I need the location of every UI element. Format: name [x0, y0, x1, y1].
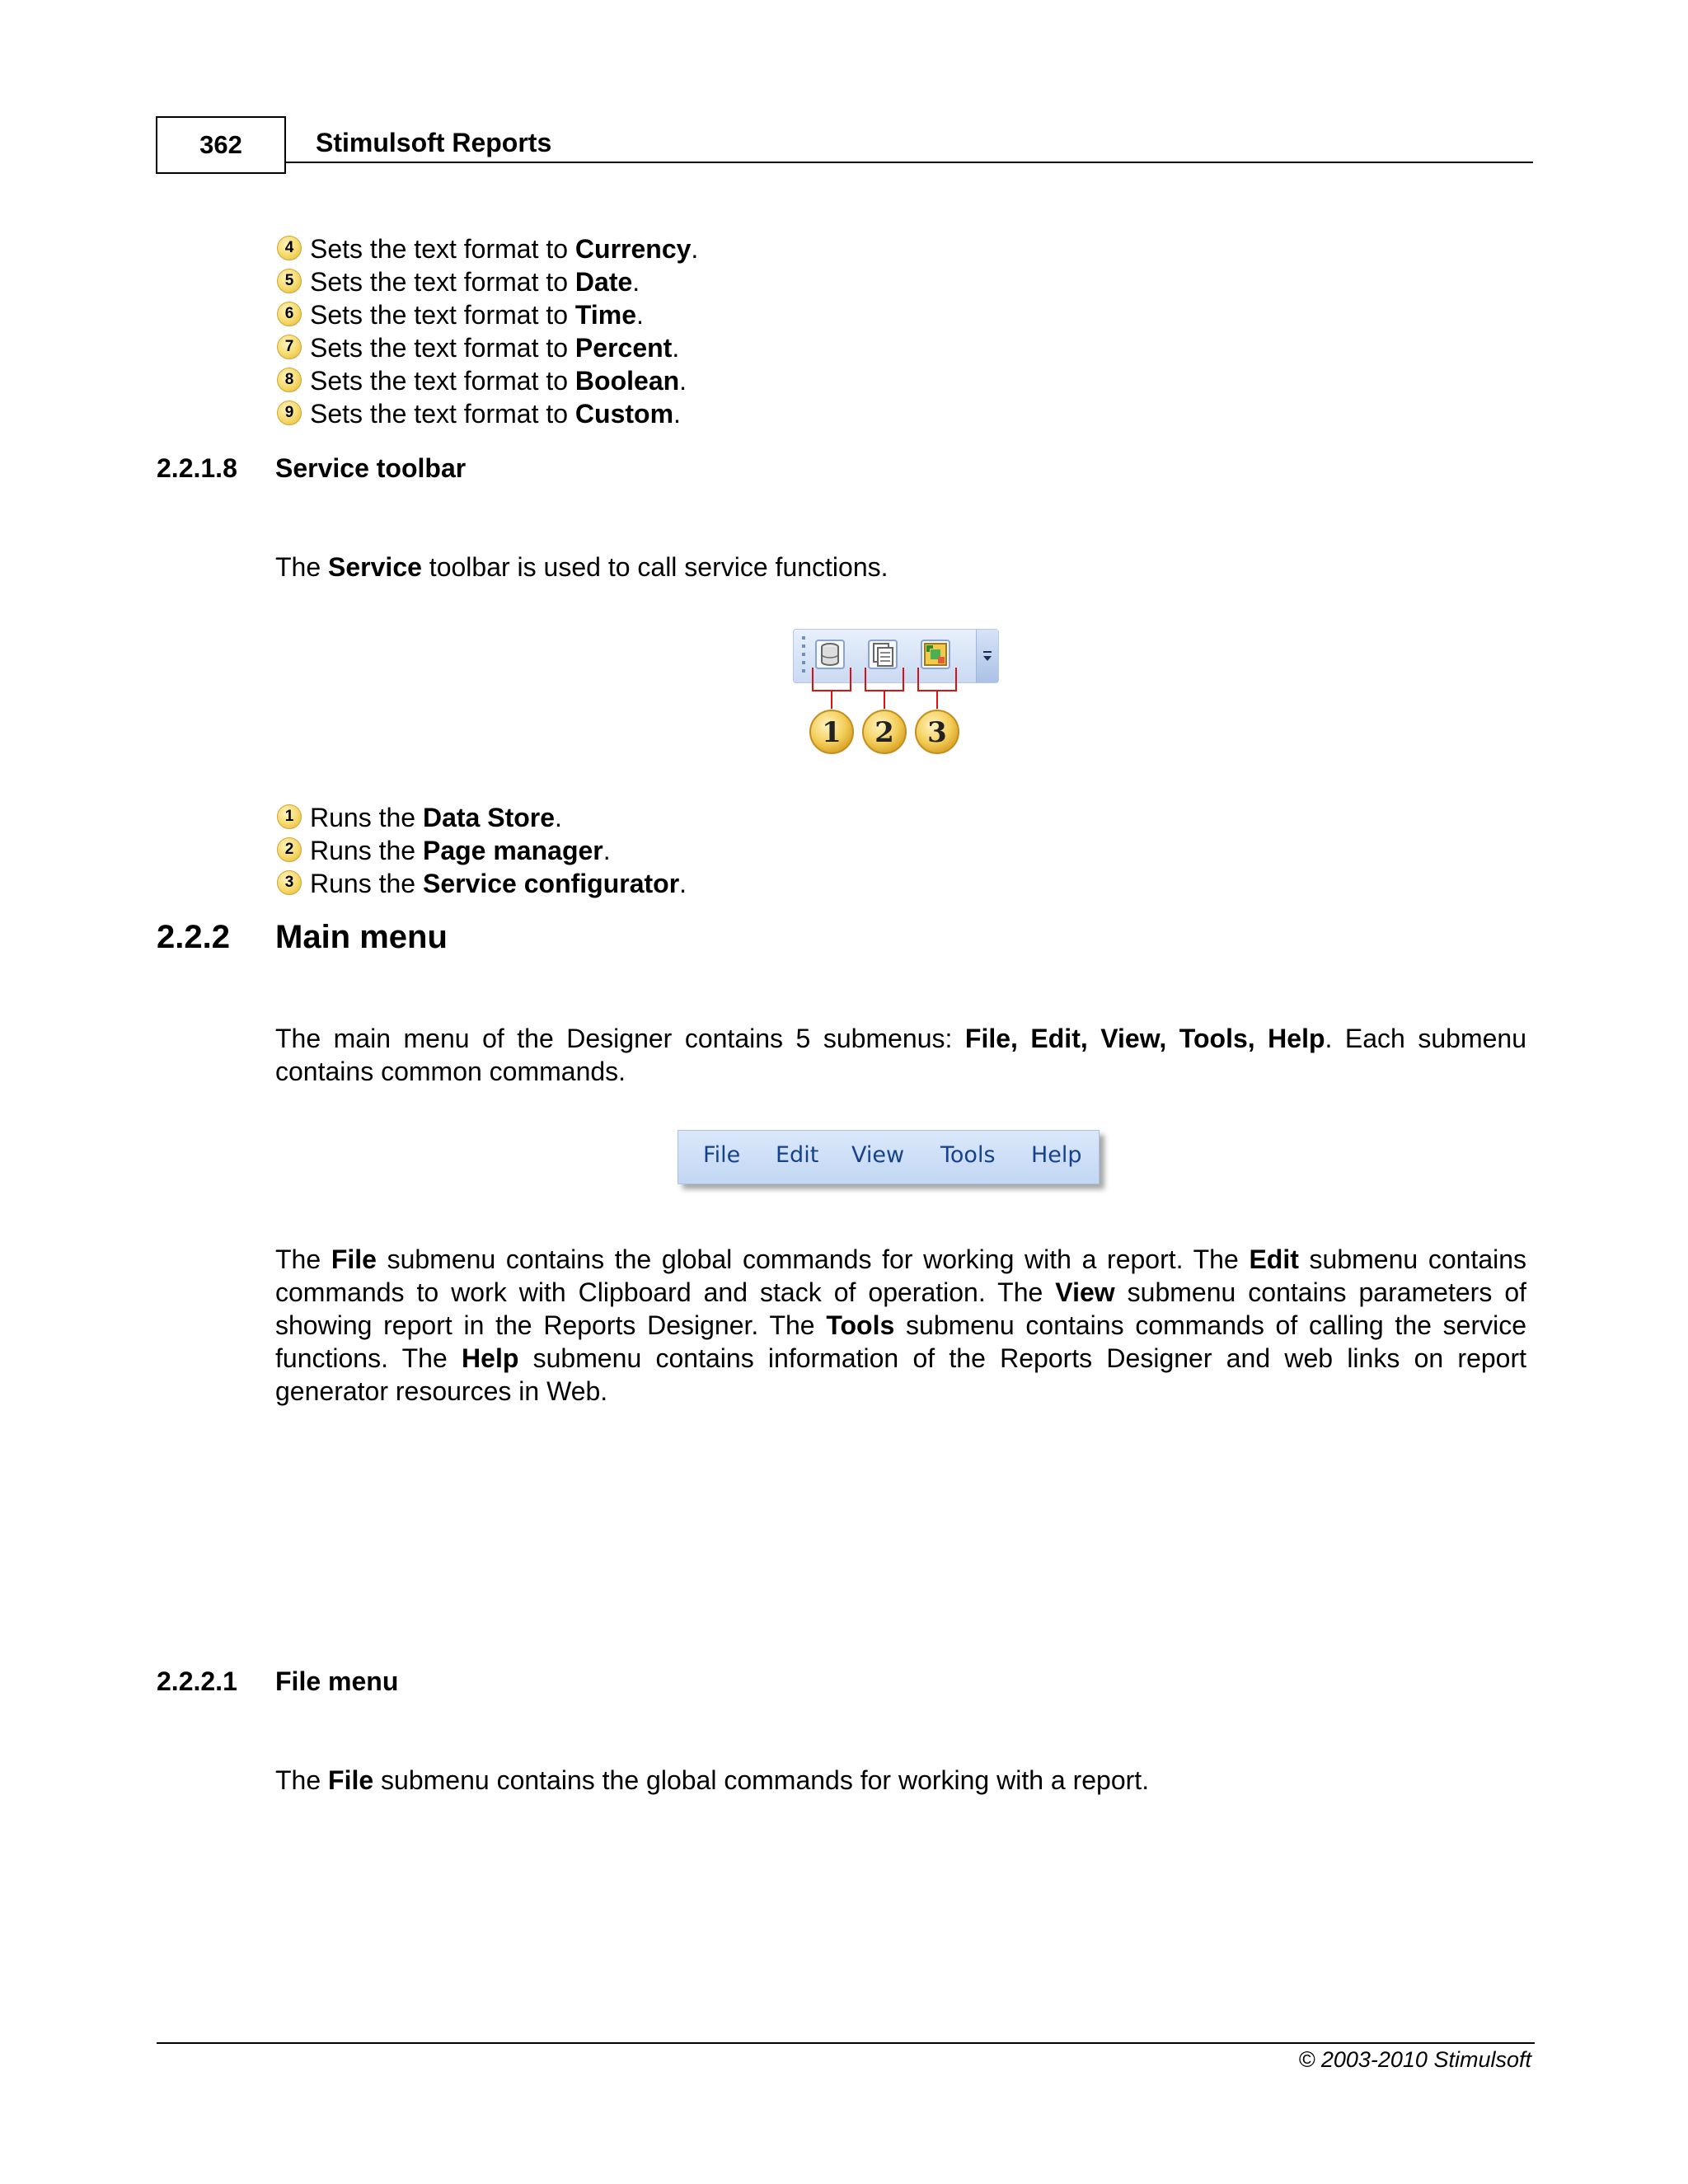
list-item: Runs the Data Store. — [310, 803, 562, 832]
footer-copyright: © 2003-2010 Stimulsoft — [1298, 2047, 1531, 2072]
service-configurator-icon — [919, 638, 952, 671]
callout-badge-4: 4 — [277, 236, 302, 260]
callout-badge-6: 6 — [277, 302, 302, 326]
service-intro: The Service toolbar is used to call service functions. — [275, 552, 889, 582]
main-menu-description: The File submenu contains the global commands for working with a report. The Edit submenu contains commands to work with Clipboard and stack of operation. The View submenu contains parameters of showing report in the Reports Designer. The Tools submenu contains commands of calling the service functions. The Help submenu contains information of the Reports Designer and web links on report generator resources in Web. — [275, 1244, 1527, 1406]
list-item: Sets the text format to Date. — [310, 267, 640, 297]
section-number: 2.2.2 — [157, 919, 230, 955]
list-item: Sets the text format to Currency. — [310, 234, 699, 264]
list-item: Runs the Page manager. — [310, 836, 611, 865]
callout-badge-5: 5 — [277, 269, 302, 293]
callout-badge-2: 2 — [277, 837, 302, 862]
section-title: Service toolbar — [275, 453, 467, 483]
main-menu-image — [678, 1130, 1100, 1184]
menu-item-edit: Edit — [776, 1142, 819, 1168]
list-item: Sets the text format to Boolean. — [310, 366, 687, 396]
header-title: Stimulsoft Reports — [316, 128, 552, 157]
callout-circle-2 — [863, 710, 906, 753]
menu-item-view: View — [851, 1142, 905, 1168]
section-title: Main menu — [275, 919, 448, 955]
section-number: 2.2.1.8 — [157, 453, 237, 483]
callout-badge-7: 7 — [277, 335, 302, 359]
list-item: Sets the text format to Time. — [310, 300, 644, 330]
file-menu-intro: The File submenu contains the global commands for working with a report. — [275, 1765, 1150, 1795]
service-toolbar-callouts — [793, 668, 1007, 766]
callout-badge-1: 1 — [277, 804, 302, 829]
list-item: Sets the text format to Custom. — [310, 399, 681, 429]
data-store-icon — [814, 638, 846, 671]
header-divider — [286, 162, 1533, 163]
menu-item-file: File — [703, 1142, 741, 1168]
page-manager-icon — [866, 638, 899, 671]
list-item: Sets the text format to Percent. — [310, 333, 680, 363]
svg-text:2: 2 — [874, 716, 894, 749]
section-number: 2.2.2.1 — [157, 1666, 237, 1696]
callout-badge-9: 9 — [277, 401, 302, 425]
callout-badge-3: 3 — [277, 870, 302, 895]
page-number: 362 — [156, 116, 286, 174]
section-title: File menu — [275, 1666, 399, 1696]
main-menu-intro: The main menu of the Designer contains 5 submenus: File, Edit, View, Tools, Help. Each submenu contains common commands. — [275, 1024, 1527, 1086]
callout-circle-1 — [810, 710, 853, 753]
footer-divider — [157, 2042, 1535, 2044]
callout-circle-3 — [916, 710, 959, 753]
svg-text:3: 3 — [927, 716, 947, 749]
list-item: Runs the Service configurator. — [310, 869, 687, 898]
callout-badge-8: 8 — [277, 368, 302, 392]
menu-item-tools: Tools — [940, 1142, 996, 1168]
svg-text:1: 1 — [822, 716, 842, 749]
menu-item-help: Help — [1031, 1142, 1082, 1168]
